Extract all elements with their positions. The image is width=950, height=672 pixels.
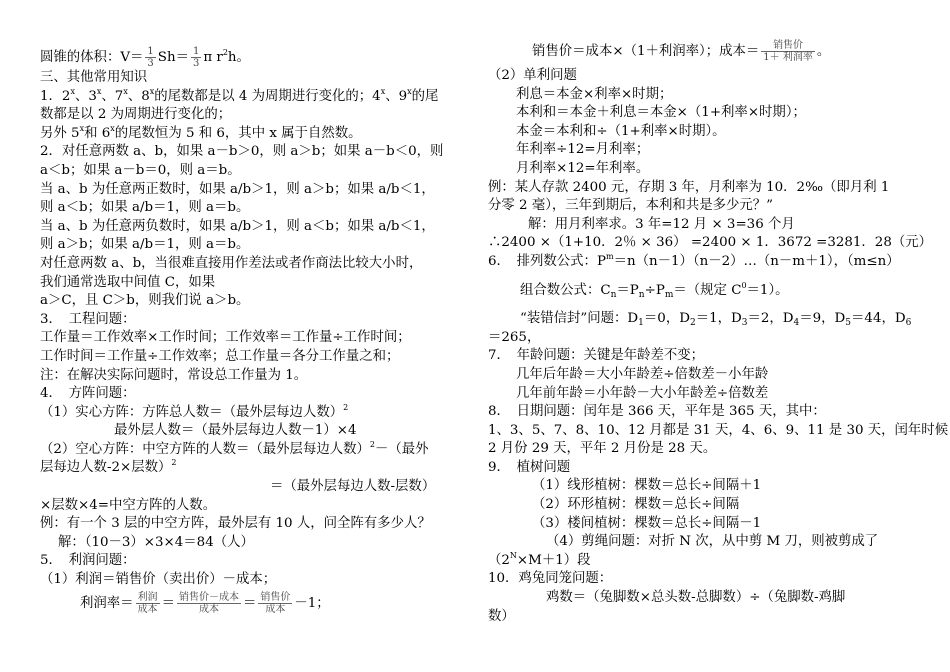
section-4-title: 4． 方阵问题： — [40, 386, 136, 402]
fraction: $\frac{1}{3}$ — [192, 46, 200, 69]
section-title: 三、其他常用知识 — [40, 70, 148, 85]
fraction: $\frac{\text{销售价}}{\text{1＋ 利润率}}$ — [763, 40, 813, 63]
cone-volume-formula: 圆锥的体积：V＝ $\frac{1}{3}$ Sh＝ $\frac{1}{3}$ π $r^2h$。 — [40, 46, 250, 69]
profit-rate-formula: 利润率＝ $\frac{\text{利润}}{\text{成本}}$ ＝ $\frac{\text{销售价－成本}}{\text{成本}}$ ＝ $\frac{\text{销售价}}{\text{成本}}$ －1； — [80, 591, 330, 615]
fraction: $\frac{\text{利润}}{\text{成本}}$ — [137, 591, 158, 615]
right-column: 销售价＝成本×（1＋利润率）；成本＝ $\frac{\text{销售价}}{\text{1＋ 利润率}}$ 。 （2）单利问题 利息＝本金×利率×时期； 本利和＝本金＋利息＝本金×（1+利率×时期）； 本金＝本利和÷（1+利率×时期）。 年利率÷12=月利率； 月利率×12=年利率。 例：某人存款 2400 元，存期 3 年，月利率为 10．2‰（即月利 1 分零 2 毫），三年到期后，本利和共是多少元？” 解：用月利率求。3 年=12 月 × 3=36 个月 ∴2400 ×（1+10．2％ × 36） =2400 × 1．3672 =3281．28（元） 6． 排列数公式：$P^m=n(n-1)(n-2)\dots(n-m+1)$，（m≤n） 组合数公式：$C_n=P_n\div P_m=$（规定 $C^0=1$）。 “装错信封”问题：$D_1=0$，$D_2=1$，$D_3=2$，$D_4=9$，$D_5=44$，$D_6$ ＝265， 7． 年龄问题：关键是年龄差不变； 几年后年龄＝大小年龄差÷倍数差－小年龄 几年前年龄＝小年龄－大小年龄差÷倍数差 8． 日期问题：闰年是 366 天，平年是 365 天，其中： 1、3、5、7、8、10、12 月都是 31 天，4、6、9、11 是 30 天，闰年时候 2 月份 29 天，平年 2 月份是 28 天。 9． 植树问题 （1）线形植树：棵数＝总长÷间隔＋1 （2）环形植树：棵数＝总长÷间隔 （3）楼间植树：棵数＝总长÷间隔－1 （4）剪绳问题：对折 N 次，从中剪 M 刀，则被剪成了 $(2^N\times M+1)$段 10．鸡兔同笼问题： 鸡数＝（兔脚数×总头数-总脚数）÷（兔脚数-鸡脚 数） — [488, 40, 949, 624]
chicken-rabbit-title: 10．鸡兔同笼问题： — [488, 571, 613, 587]
section-5-title: 5． 利润问题： — [40, 553, 136, 569]
fraction: $\frac{\text{销售价}}{\text{成本}}$ — [260, 591, 291, 615]
combination-formula: 组合数公式：$C_n=P_n\div P_m=$（规定 $C^0=1$）。 — [520, 280, 789, 300]
date-problem: 8． 日期问题：闰年是 366 天，平年是 365 天，其中： — [488, 404, 826, 420]
selling-price-formula: 销售价＝成本×（1＋利润率）；成本＝ $\frac{\text{销售价}}{\text{1＋ 利润率}}$ 。 — [532, 40, 831, 63]
left-column: 圆锥的体积：V＝ $\frac{1}{3}$ Sh＝ $\frac{1}{3}$ π $r^2h$。 三、其他常用知识 1．2$^x$、3$^x$、7$^x$、8$^x$的尾数都是以 4 为周期进行变化的；4$^x$、9$^x$的尾 数都是以 2 为周期进行变化的； 另外 5$^x$和 6$^x$的尾数恒为 5 和 6，其中 x 属于自然数。 2．对任意两数 a、b，如果 a－b＞0，则 a＞b；如果 a－b＜0，则 a＜b；如果 a－b＝0，则 a＝b。 当 a、b 为任意两正数时，如果 a/b＞1，则 a＞b；如果 a/b＜1， 则 a＜b；如果 a/b＝1，则 a＝b。 当 a、b 为任意两负数时，如果 a/b＞1，则 a＜b；如果 a/b＜1， 则 a＞b；如果 a/b＝1，则 a＝b。 对任意两数 a、b，当很难直接用作差法或者作商法比较大小时， 我们通常选取中间值 C，如果 a＞C，且 C＞b，则我们说 a＞b。 3． 工程问题： 工作量＝工作效率×工作时间；工作效率＝工作量÷工作时间； 工作时间＝工作量÷工作效率；总工作量＝各分工作量之和； 注：在解决实际问题时，常设总工作量为 1。 4． 方阵问题： （1）实心方阵：方阵总人数＝（最外层每边人数）$^2$ 最外层人数＝（最外层每边人数－1）×4 （2）空心方阵：中空方阵的人数＝（最外层每边人数）$^2$－（最外 层每边人数-2×层数）$^2$ ＝（最外层每边人数-层数） ×层数×4=中空方阵的人数。 例：有一个 3 层的中空方阵，最外层有 10 人，问全阵有多少人？ 解：（10－3）×3×4＝84（人） 5． 利润问题： （1）利润＝销售价（卖出价）－成本； 利润率＝ $\frac{\text{利润}}{\text{成本}}$ ＝ $\frac{\text{销售价－成本}}{\text{成本}}$ ＝ $\frac{\text{销售价}}{\text{成本}}$ －1； — [40, 46, 470, 615]
section-3-title: 3． 工程问题： — [40, 311, 136, 327]
permutation-formula: 6． 排列数公式：$P^m=n(n-1)(n-2)\dots(n-m+1)$，（m≤n） — [488, 251, 900, 269]
tree-planting-title: 9． 植树问题 — [488, 459, 571, 475]
paragraph-2: 2．对任意两数 a、b，如果 a－b＞0，则 a＞b；如果 a－b＜0，则 — [40, 144, 444, 160]
fraction: $\frac{1}{3}$ — [147, 46, 154, 69]
derangement-problem: “装错信封”问题：$D_1=0$，$D_2=1$，$D_3=2$，$D_4=9$，$D_5=44$，$D_6$ — [520, 311, 912, 329]
fraction: $\frac{\text{销售价－成本}}{\text{成本}}$ — [178, 591, 239, 615]
paragraph-1: 1．2$^x$、3$^x$、7$^x$、8$^x$的尾数都是以 4 为周期进行变化的；4$^x$、9$^x$的尾 — [40, 86, 439, 104]
age-problem-title: 7． 年龄问题：关键是年龄差不变； — [488, 348, 705, 364]
simple-interest-title: （2）单利问题 — [488, 68, 577, 83]
